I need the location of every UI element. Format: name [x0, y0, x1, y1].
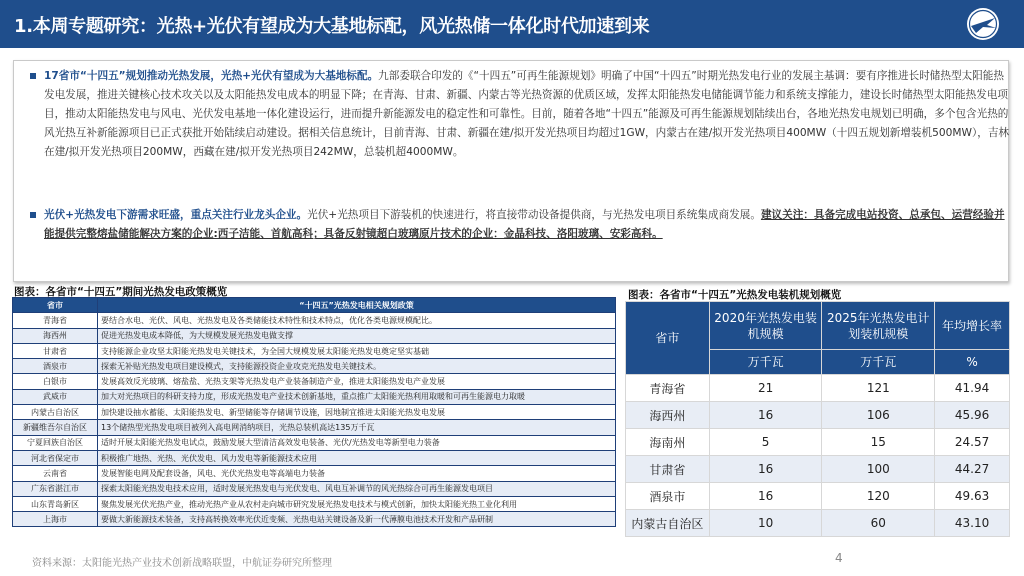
- region-cell: 酒泉市: [626, 483, 710, 510]
- region-cell: 甘肃省: [626, 456, 710, 483]
- policy-cell: 促进光热发电成本降低，为大规模发展光热发电做支撑: [98, 328, 616, 343]
- table-header-row: [13, 298, 616, 313]
- region-cell: 青海省: [13, 313, 98, 328]
- policy-cell: 聚焦发展光伏光热产业，推动光热产业从农村走向城市研究发展光热发电技术与模式创新，加快太阳能光热工业化利用: [98, 496, 616, 511]
- bullet-square-icon: [30, 73, 36, 79]
- region-cell: 云南省: [13, 466, 98, 481]
- value-2020-cell: 21: [709, 375, 822, 402]
- table-row: [13, 328, 616, 343]
- policy-cell: 要做大新能源技术装备，支持高转换效率光伏近变频、光热电站关键设备及新一代薄膜电池技术开发和产品研制: [98, 512, 616, 527]
- column-header: “十四五”光热发电相关规划政策: [98, 298, 616, 313]
- region-cell: 内蒙古自治区: [13, 405, 98, 420]
- table-row: [13, 496, 616, 511]
- page-title: 1.本周专题研究：光热+光伏有望成为大基地标配，风光热储一体化时代加速到来: [14, 16, 650, 37]
- growth-cell: 45.96: [935, 402, 1010, 429]
- table-row: [626, 429, 1010, 456]
- table-row: [13, 374, 616, 389]
- policy-cell: 适时开展太阳能光热发电试点，鼓励发展大型清洁高效发电装备、光伏/光热发电等新型电力装备: [98, 435, 616, 450]
- region-cell: 白银市: [13, 374, 98, 389]
- value-2025-cell: 106: [822, 402, 935, 429]
- title-bar: [0, 0, 1024, 48]
- region-cell: 海南州: [626, 429, 710, 456]
- value-2025-cell: 121: [822, 375, 935, 402]
- region-cell: 内蒙古自治区: [626, 510, 710, 537]
- right-table-caption: 图表：各省市“十四五”光热发电装机规划概览: [628, 289, 842, 301]
- region-cell: 新疆维吾尔自治区: [13, 420, 98, 435]
- capacity-table: [625, 301, 1010, 537]
- value-2025-cell: 60: [822, 510, 935, 537]
- table-row: [13, 450, 616, 465]
- growth-cell: 49.63: [935, 483, 1010, 510]
- policy-cell: 探索无补贴光热发电项目建设模式，支持能源投资企业攻克光热发电关键技术。: [98, 359, 616, 374]
- column-header-2020: 2020年光热发电装机规模: [709, 302, 822, 350]
- policy-cell: 13个储热型光热发电项目被列入高电网消纳项目，光热总装机高达135万千瓦: [98, 420, 616, 435]
- left-table-caption: 图表：各省市“十四五”期间光热发电政策概览: [14, 286, 228, 298]
- growth-cell: 44.27: [935, 456, 1010, 483]
- policy-cell: 发展智能电网及配套设备，风电、光伏光热发电等高端电力装备: [98, 466, 616, 481]
- region-cell: 武威市: [13, 389, 98, 404]
- table-row: [626, 402, 1010, 429]
- table-row: [626, 375, 1010, 402]
- value-2025-cell: 100: [822, 456, 935, 483]
- value-2020-cell: 5: [709, 429, 822, 456]
- region-cell: 上海市: [13, 512, 98, 527]
- bullet-square-icon: [30, 212, 36, 218]
- region-cell: 山东青岛新区: [13, 496, 98, 511]
- summary-p1-highlight: 17省市“十四五”规划推动光热发展，光热+光伏有望成为大基地标配。: [44, 70, 379, 82]
- table-row: [626, 510, 1010, 537]
- table-row: [13, 389, 616, 404]
- unit-cell: 万千瓦: [822, 350, 935, 375]
- value-2020-cell: 16: [709, 483, 822, 510]
- policy-cell: 加快建设抽水蓄能、太阳能热发电、新型储能等存储调节设施，因地制宜推进太阳能光热发电发展: [98, 405, 616, 420]
- growth-cell: 24.57: [935, 429, 1010, 456]
- summary-p1-body: 九部委联合印发的《“十四五”可再生能源规划》明确了中国“十四五”时期光热发电行业的发展主基调：要有序推进长时储热型太阳能热发电发展，推进关键核心技术攻关以及太阳能热发电成本的明显下降；在青海、甘肃、新疆、内蒙古等光热资源的优质区域，发挥太阳能热发电储能调节能力和系统支撑能力，建设长时储热型太阳能热发电项目，推动太阳能热发电与风电、光伏发电基地一体化建设运行，进而提升新能源发电的稳定性和可靠性。目前，随着各地“十四五”能源及可再生能源规划陆续出台，各地光热发电规划已明确，多个包含光热的风光热互补新能源项目已正式获批开始陆续启动建设。据相关信息统计，目前青海、甘肃、新疆在建/拟开发光热项目均超过1GW，内蒙古在建/拟开发光热项目400MW（十四五规划新增装机500MW），吉林在建/拟开发光热项目200MW，西藏在建/拟开发光热项目242MW，总装机超4000MW。: [44, 70, 1010, 158]
- policy-cell: 探索太阳能光热发电技术应用，适时发展光热发电与光伏发电、风电互补调节的风光热综合可再生能源发电项目: [98, 481, 616, 496]
- summary-box: [13, 60, 1009, 282]
- column-header-region: 省市: [626, 302, 710, 375]
- summary-p2-suggestion: 建议关注：具备完成电站投资、总承包、运营经验并能提供完整熔盐储能解决方案的企业:西子洁能、首航高科；具备反射镜超白玻璃原片技术的企业：金晶科技、洛阳玻璃、安彩高科。: [44, 209, 1005, 240]
- policy-cell: 加大对光热项目的科研支持力度，形成光热发电产业技术创新基地，重点推广太阳能光热利用取暖和可再生能源电力取暖: [98, 389, 616, 404]
- table-row: [13, 405, 616, 420]
- policy-cell: 积极推广地热、光热、光伏发电、风力发电等新能源技术应用: [98, 450, 616, 465]
- value-2025-cell: 120: [822, 483, 935, 510]
- growth-cell: 43.10: [935, 510, 1010, 537]
- value-2020-cell: 10: [709, 510, 822, 537]
- unit-cell: 万千瓦: [709, 350, 822, 375]
- region-cell: 酒泉市: [13, 359, 98, 374]
- table-row: [13, 420, 616, 435]
- growth-cell: 41.94: [935, 375, 1010, 402]
- table-row: [626, 483, 1010, 510]
- policy-table: [12, 297, 616, 527]
- summary-paragraph-1: [44, 67, 1012, 162]
- value-2020-cell: 16: [709, 456, 822, 483]
- region-cell: 海西州: [13, 328, 98, 343]
- region-cell: 甘肃省: [13, 343, 98, 358]
- source-note: 资料来源：太阳能光热产业技术创新战略联盟，中航证券研究所整理: [32, 558, 332, 569]
- table-row: [13, 466, 616, 481]
- column-header-2025: 2025年光热发电计划装机规模: [822, 302, 935, 350]
- table-row: [13, 343, 616, 358]
- region-cell: 河北省保定市: [13, 450, 98, 465]
- value-2020-cell: 16: [709, 402, 822, 429]
- region-cell: 青海省: [626, 375, 710, 402]
- table-header-row: [626, 302, 1010, 350]
- table-row: [626, 456, 1010, 483]
- unit-cell: %: [935, 350, 1010, 375]
- policy-cell: 发展高效反光玻璃、熔盐盐、光热支架等光热发电产业装备制造产业，推进太阳能热发电产业发展: [98, 374, 616, 389]
- table-row: [13, 313, 616, 328]
- region-cell: 广东省湛江市: [13, 481, 98, 496]
- table-row: [13, 481, 616, 496]
- summary-p2-highlight: 光伏+光热发电下游需求旺盛，重点关注行业龙头企业。: [44, 209, 308, 221]
- summary-paragraph-2: [44, 206, 1012, 244]
- table-row: [13, 435, 616, 450]
- policy-cell: 要结合水电、光伏、风电、光热发电及各类储能技术特性和技术特点，优化各类电源规模配比。: [98, 313, 616, 328]
- value-2025-cell: 15: [822, 429, 935, 456]
- table-row: [13, 359, 616, 374]
- page-number: 4: [835, 551, 843, 565]
- column-header: 省市: [13, 298, 98, 313]
- region-cell: 海西州: [626, 402, 710, 429]
- summary-p2-body: 光伏+光热项目下游装机的快速进行，将直接带动设备提供商，与光热发电项目系统集成商发展。: [307, 209, 761, 221]
- column-header-growth: 年均增长率: [935, 302, 1010, 350]
- policy-cell: 支持能源企业攻坚太阳能光热发电关键技术，为全国大规模发展太阳能光热发电奠定坚实基础: [98, 343, 616, 358]
- region-cell: 宁夏回族自治区: [13, 435, 98, 450]
- table-row: [13, 512, 616, 527]
- avic-logo-icon: [965, 6, 1001, 42]
